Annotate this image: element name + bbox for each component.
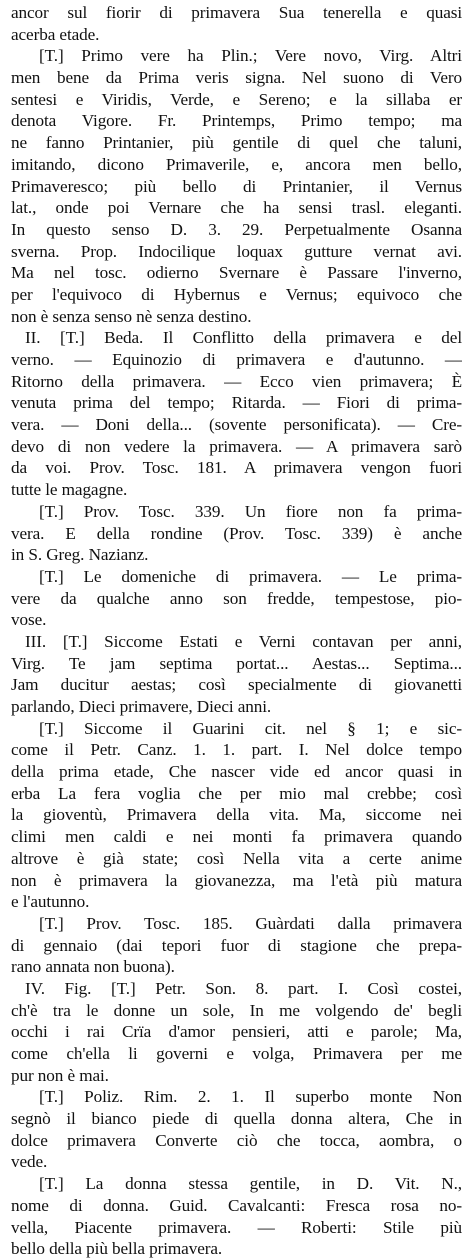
text-line: ch'è tra le donne un sole, In me volgendo de' begli [11, 1000, 462, 1020]
text-line: In questo senso D. 3. 29. Perpetualmente Osanna [11, 219, 462, 239]
text-line: come ch'ella li governi e volga, Primavera per me [11, 1044, 462, 1063]
text-line: ancor sul fiorir di primavera Sua tenerella e quasi [11, 3, 462, 22]
text-line: ne fanno Printanier, più gentile di quel che taluni, [11, 133, 462, 153]
text-line: [T.] Siccome il Guarini cit. nel § 1; e sic- [39, 718, 462, 738]
text-line: lat., onde poi Vernare che ha sensi trasl. eleganti. [11, 198, 462, 218]
text-line: nome di donna. Guid. Cavalcanti: Fresca rosa no- [11, 1195, 462, 1215]
text-line: [T.] Poliz. Rim. 2. 1. Il superbo monte Non [39, 1087, 462, 1107]
text-line: vere da qualche anno son fredde, tempestose, pio- [11, 588, 462, 608]
text-line: parlando, Dieci primavere, Dieci anni. [11, 697, 272, 716]
text-line: [T.] Primo vere ha Plin.; Vere novo, Virg. Altri [39, 46, 462, 66]
text-line: [T.] Le domeniche di primavera. — Le prima- [39, 566, 462, 586]
text-line: da voi. Prov. Tosc. 181. A primavera vengon fuori [11, 458, 462, 478]
text-line: vera. — Doni della... (sovente personificata). — Cre- [11, 415, 462, 435]
text-line: rano annata non buona). [11, 957, 175, 977]
text-line: non è primavera la giovanezza, ma l'età più matura [11, 870, 462, 890]
text-line: sentesi e Viridis, Verde, e Sereno; e la sillaba er [11, 89, 462, 109]
text-line: verno. — Equinozio di primavera e d'autunno. — [11, 350, 462, 369]
text-line: vella, Piacente primavera. — Roberti: Stile più [11, 1217, 462, 1237]
text-line: climi men caldi e nei monti fa primavera quando [11, 827, 462, 847]
text-line: di gennaio (dai tepori fuor di stagione che prepa- [11, 935, 462, 955]
text-line: acerba etade. [11, 24, 100, 44]
text-line: devo di non vedere la primavera. — A primavera sarò [11, 436, 462, 456]
text-line: e l'autunno. [11, 892, 90, 912]
text-line: [T.] Prov. Tosc. 185. Guàrdati dalla primavera [39, 913, 462, 933]
text-line: denota Vigore. Fr. Printemps, Primo tempo; ma [11, 111, 462, 131]
text-line: [T.] Prov. Tosc. 339. Un fiore non fa prima- [39, 501, 462, 521]
text-line: Ma nel tosc. odierno Svernare è Passare l'inverno, [11, 263, 462, 283]
text-line: pur non è mai. [11, 1065, 109, 1085]
text-line: Jam ducitur aestas; così specialmente di giovanetti [11, 675, 462, 695]
text-line: Virg. Te jam septima portat... Aestas... Septima... [11, 653, 462, 673]
text-line: occhi i rai Crïa d'amor pensieri, atti e parole; Ma, [11, 1022, 462, 1042]
text-line: segnò il bianco piede di quella donna altera, Che in [11, 1109, 462, 1129]
text-line: della prima etade, Che nascer vide ed ancor quasi in [11, 762, 462, 782]
text-line: II. [T.] Beda. Il Conflitto della primavera e del [25, 328, 462, 348]
text-line: non è senza senso nè senza destino. [11, 306, 252, 326]
text-line: per l'equivoco di Hybernus e Vernus; equivoco che [11, 284, 462, 304]
text-line: tutte le magagne. [11, 480, 128, 500]
text-line: vede. [11, 1152, 48, 1172]
text-line: [T.] La donna stessa gentile, in D. Vit. N., [39, 1174, 462, 1194]
text-line: come il Petr. Canz. 1. 1. part. I. Nel dolce tempo [11, 740, 462, 760]
text-line: III. [T.] Siccome Estati e Verni contavan per anni, [25, 631, 462, 651]
text-line: erba La fera voglia che per mio mal crebbe; così [11, 783, 462, 803]
text-line: Ritorno della primavera. — Ecco vien primavera; È [11, 371, 462, 391]
text-line: dolce primavera Converte ciò che tocca, aombra, o [11, 1130, 462, 1150]
text-line: IV. Fig. [T.] Petr. Son. 8. part. I. Così costei, [25, 978, 462, 998]
text-line: vose. [11, 610, 47, 630]
text-line: Primaveresco; più bello di Printanier, il Vernus [11, 176, 462, 196]
text-line: imitando, dicono Primaverile, e, ancora men bello, [11, 154, 462, 174]
text-line: men bene da Prima veris signa. Nel suono di Vero [11, 68, 462, 88]
text-line: la gioventù, Primavera della vita. Ma, siccome nei [11, 805, 462, 825]
text-line: bello della più bella primavera. [11, 1239, 223, 1259]
text-line: sverna. Prop. Indocilique loquax gutture vernat avi. [11, 241, 462, 261]
text-line: vera. E della rondine (Prov. Tosc. 339) è anche [11, 523, 462, 543]
text-line: in S. Greg. Nazianz. [11, 545, 149, 565]
text-line: venuta prima del tempo; Ritarda. — Fiori di prima- [11, 393, 462, 413]
text-line: altrove è già state; così Nella vita a certe anime [11, 848, 462, 868]
